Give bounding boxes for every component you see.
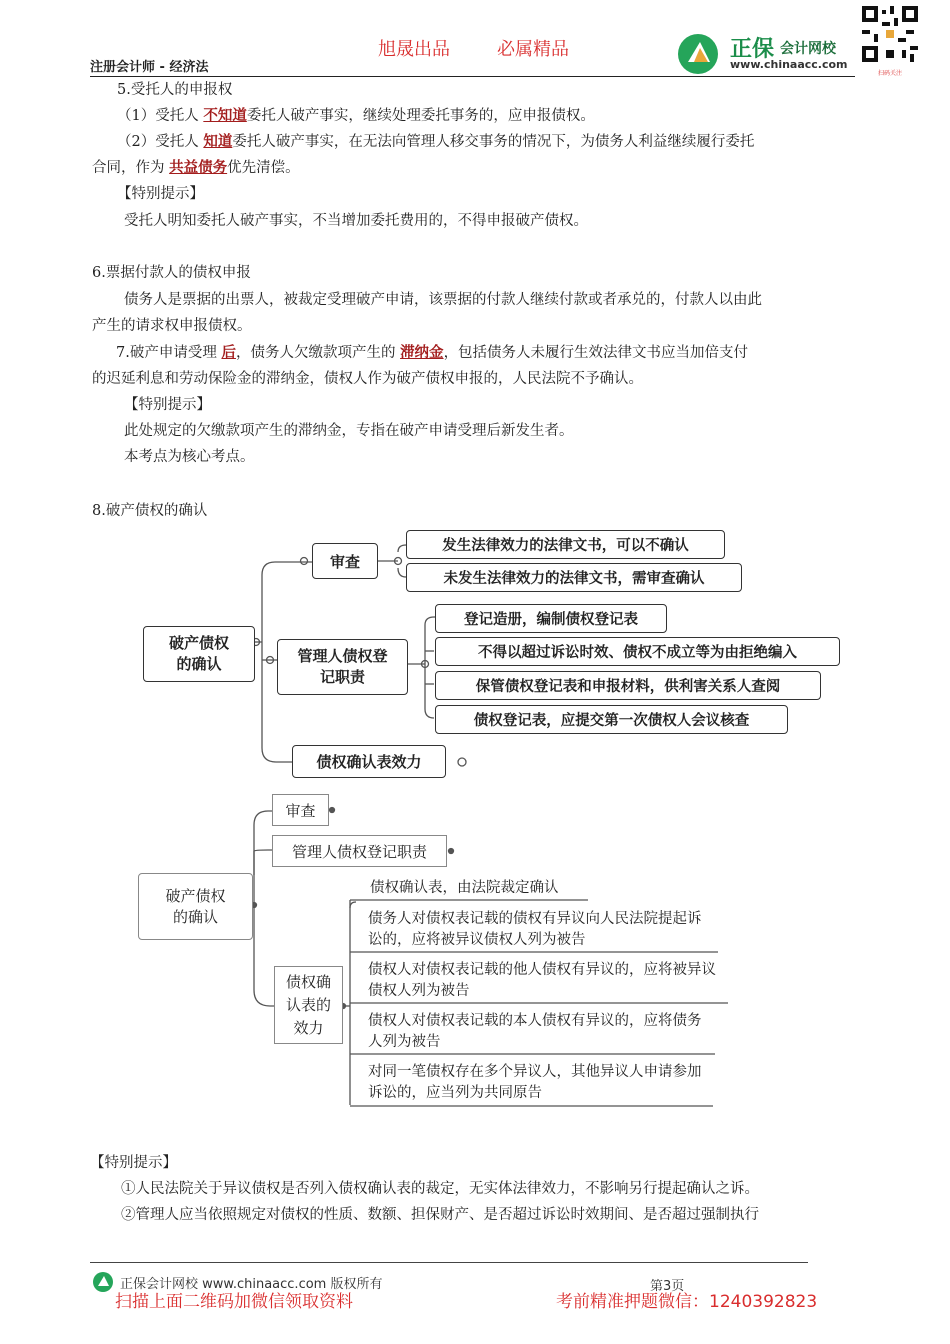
logo-url: www.chinaacc.com: [730, 58, 848, 71]
map1-admin-label: 管理人债权登记职责: [297, 647, 388, 686]
sec7-p1-mid: ，债务人欠缴款项产生的: [235, 345, 396, 361]
map2-review-label: 审查: [285, 801, 316, 820]
map2-effect-item: 债权确认表，由法院裁定确认: [370, 880, 559, 896]
map2-effect-item: 债权人对债权表记载的本人债权有异议的，应将债务人列为被告: [368, 1013, 702, 1050]
map2-effect-node: [274, 966, 343, 1044]
map2-root: [138, 873, 253, 940]
course-title: 注册会计师 - 经济法: [90, 60, 209, 75]
map2-effect-item: 对同一笔债权存在多个异议人，其他异议人申请参加诉讼的，应当列为共同原告: [368, 1064, 702, 1101]
map1-review-label: 审查: [329, 552, 360, 571]
map1-review-node: [312, 543, 378, 579]
map1-admin-item: 不得以超过诉讼时效、债权不成立等为由拒绝编入: [435, 637, 840, 666]
sec5-p1-keyword: 不知道: [203, 107, 247, 124]
sec5-p2b-pre: 合同，作为: [92, 160, 165, 176]
footer-promo-right: 考前精准押题微信：1240392823: [556, 1292, 818, 1312]
sec7-tip-label: 【特别提示】: [124, 397, 211, 413]
map1-root-label: 破产债权的确认: [168, 634, 229, 673]
header-slogan-right: 必属精品: [497, 39, 569, 60]
sec5-p1-post: 委托人破产事实，继续处理委托事务的，应申报债权。: [246, 108, 595, 124]
sec6-title: 6.票据付款人的债权申报: [92, 265, 251, 281]
sec5-tip-label: 【特别提示】: [117, 186, 204, 202]
map2-review-node: [272, 794, 329, 826]
qr-caption: 扫码关注: [877, 70, 902, 77]
map2-admin-label: 管理人债权登记职责: [291, 842, 427, 861]
map1-admin-node: [277, 639, 408, 695]
sec8-title: 8.破产债权的确认: [92, 503, 208, 519]
sec5-p2-pre: （2）受托人: [117, 134, 199, 150]
map1-admin-item: 保管债权登记表和申报材料，供利害关系人查阅: [435, 671, 821, 700]
logo-sub: 会计网校: [780, 41, 836, 57]
tips-item-1: ①人民法院关于异议债权是否列入债权确认表的裁定，无实体法律效力，不影响另行提起确认之诉。: [121, 1181, 759, 1197]
map1-effect-label: 债权确认表效力: [316, 753, 422, 771]
sec5-tip-text: 受托人明知委托人破产事实，不当增加委托费用的，不得申报破产债权。: [124, 213, 588, 229]
sec7-p1-keyword1: 后: [221, 344, 236, 361]
sec6-para1: 债务人是票据的出票人，被裁定受理破产申请，该票据的付款人继续付款或者承兑的，付款人以由此: [124, 292, 762, 308]
sec7-tip-text: 此处规定的欠缴款项产生的滞纳金，专指在破产申请受理后新发生者。: [124, 423, 574, 439]
sec5-p2b-keyword: 共益债务: [169, 159, 228, 176]
sec5-p1-pre: （1）受托人: [117, 108, 199, 124]
footer-promo-left: 扫描上面二维码加微信领取资料: [115, 1292, 353, 1312]
footer-rule: [90, 1262, 808, 1263]
map2-effect-label: 债权确认表的效力: [285, 972, 331, 1037]
sec5-p2-keyword: 知道: [203, 133, 233, 150]
sec5-title: 5.受托人的申报权: [117, 82, 233, 98]
map1-review-item: 未发生法律效力的法律文书，需审查确认: [406, 563, 742, 592]
logo-name: 正保: [730, 37, 775, 62]
sec5-p2b-post: 优先清偿。: [227, 160, 300, 176]
map2-effect-item: 债务人对债权表记载的债权有异议向人民法院提起诉讼的，应将被异议债权人列为被告: [368, 911, 702, 948]
tips-item-2: ②管理人应当依照规定对债权的性质、数额、担保财产、是否超过诉讼时效期间、是否超过强制执行: [121, 1207, 759, 1223]
sec7-p1-keyword2: 滞纳金: [400, 344, 444, 361]
footer-page-number: 第3页: [650, 1279, 685, 1294]
map1-root: [143, 626, 255, 682]
map1-admin-item: 债权登记表，应提交第一次债权人会议核查: [435, 705, 788, 734]
sec7-para2: 的迟延利息和劳动保险金的滞纳金，债权人作为破产债权申报的，人民法院不予确认。: [92, 371, 643, 387]
sec6-para2: 产生的请求权申报债权。: [92, 318, 252, 334]
map2-admin-node: [272, 835, 447, 867]
map1-review-item: 发生法律效力的法律文书，可以不确认: [406, 530, 725, 559]
map2-effect-item: 债权人对债权表记载的他人债权有异议的，应将被异议债权人列为被告: [368, 962, 716, 999]
map2-root-label: 破产债权的确认: [165, 886, 226, 926]
map1-effect-node: [292, 745, 446, 778]
sec5-p2-post: 委托人破产事实，在无法向管理人移交事务的情况下，为债务人利益继续履行委托: [232, 134, 755, 150]
footer-logo-icon: [92, 1271, 116, 1293]
sec7-p1-post: ，包括债务人未履行生效法律文书应当加倍支付: [443, 345, 749, 361]
sec7-core-note: 本考点为核心考点。: [124, 449, 255, 465]
map1-admin-item: 登记造册，编制债权登记表: [435, 604, 667, 633]
sec7-p1-pre: 7.破产申请受理: [116, 345, 217, 361]
footer-copyright: 正保会计网校 www.chinaacc.com 版权所有: [120, 1277, 383, 1292]
header-slogan-left: 旭晟出品: [378, 39, 450, 60]
tips-label: 【特别提示】: [90, 1155, 177, 1171]
